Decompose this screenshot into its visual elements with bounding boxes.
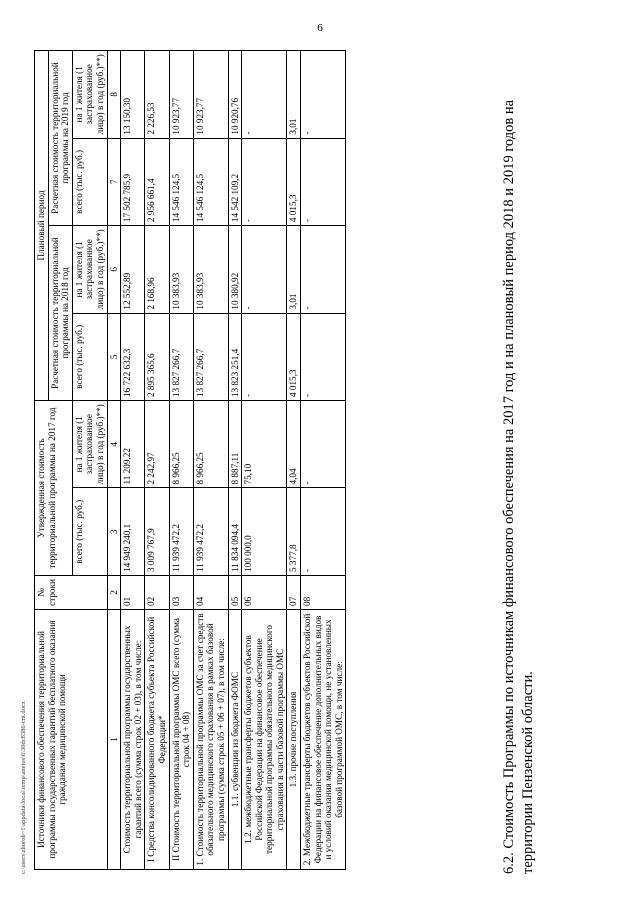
header-total: всего (тыс. руб.) [72,313,107,400]
row-value: 10 923,77 [193,51,228,139]
row-value: - [301,488,346,575]
column-number: 3 [107,488,121,575]
cost-table [34,50,474,870]
row-value: 2 956 661,4 [145,138,169,225]
row-value: 10 383,93 [193,226,228,313]
row-value: - [301,51,346,139]
row-value: 10 923,77 [169,51,193,139]
row-value: 4 015,3 [287,138,301,225]
header-approved-2017: Утвержденная стоимость территориальной программы на 2017 год [35,401,73,576]
header-per-capita: на 1 жителя (1 застрахованное лицо) в год (руб.)**) [72,226,107,313]
row-number: 04 [193,575,228,609]
row-label: II Стоимость территориальной программы ОМС всего (сумма строк 04 + 08) [169,609,193,869]
row-value: 100 000,0 [242,488,287,575]
row-value: 11 834 094,4 [228,488,242,575]
row-value: - [301,313,346,400]
row-label: 1.3. прочие поступления [287,609,301,869]
header-calc-2019: Расчетная стоимость территориальной программы на 2019 год [48,51,72,226]
header-row-number: № строки [35,575,108,609]
row-value: 10 920,76 [228,51,242,139]
header-per-capita: на 1 жителя (1 застрахованное лицо) в год (руб.)**) [72,51,107,139]
row-value: 13 827 266,7 [169,313,193,400]
row-value: 5 377,8 [287,488,301,575]
row-value: 8 887,11 [228,401,242,488]
row-value: - [301,401,346,488]
landscape-content [10,30,570,890]
header-calc-2018: Расчетная стоимость территориальной программы на 2018 год [48,226,72,401]
row-value: 14 542 109,2 [228,138,242,225]
row-value: 2 242,97 [145,401,169,488]
row-value: 8 966,25 [169,401,193,488]
header-total: всего (тыс. руб.) [72,488,107,575]
row-number: 02 [145,575,169,609]
row-label: 2. Межбюджетные трансферты бюджетов субъектов Российской Федерации на финансовое обеспечение дополнительных видов и условий оказания медицинской помощи, не установленных базовой программой ОМС, в том числе: [301,609,346,869]
column-number: 6 [107,226,121,313]
row-label: Стоимость территориальной программы государственных гарантий всего (сумма строк 02 + 03), в том числе: [121,609,145,869]
row-value: 2 168,96 [145,226,169,313]
row-value: - [242,313,287,400]
row-value: 12 552,89 [121,226,145,313]
row-value: 3,01 [287,226,301,313]
row-value: 14 546 124,5 [169,138,193,225]
header-total: всего (тыс. руб.) [72,138,107,225]
row-value: 10 383,93 [169,226,193,313]
row-value: 13 823 251,4 [228,313,242,400]
row-value: 14 949 240,1 [121,488,145,575]
row-number: 07 [287,575,301,609]
column-number: 1 [107,609,121,869]
row-number: 03 [169,575,193,609]
column-number: 8 [107,51,121,139]
row-value: - [242,226,287,313]
row-number: 08 [301,575,346,609]
row-value: 11 939 472,2 [193,488,228,575]
row-value: - [301,226,346,313]
row-value: 4,04 [287,401,301,488]
row-value: 11 939 472,2 [169,488,193,575]
row-value: 10 380,92 [228,226,242,313]
row-label: I Средства консолидированного бюджета субъекта Российской Федерации* [145,609,169,869]
table-row [301,51,346,870]
row-label: 1.1. субвенции из бюджета ФОМС [228,609,242,869]
row-value: 17 502 785,9 [121,138,145,225]
row-label: 1.2. межбюджетные трансферты бюджетов субъектов Российской Федерации на финансовое обеспечение территориальной программы обязательного медицинского страхования в части базовой программы ОМС [242,609,287,869]
row-value: - [242,138,287,225]
table-row [228,51,242,870]
file-path-footer: c:\users\zhorob~1\appdata\local\temp\anetos\6\30dc8386-cnt.docx [20,700,27,874]
table-row [145,51,169,870]
row-value: 16 722 632,3 [121,313,145,400]
row-value: 13 827 266,7 [193,313,228,400]
row-value: 4 015,3 [287,313,301,400]
row-value: 13 150,30 [121,51,145,139]
table-row [287,51,301,870]
header-source: Источники финансового обеспечения территориальной программы государственных гарантий бесплатного оказания гражданам медицинской помощи [35,609,108,869]
section-title: 6.2. Стоимость Программы по источникам финансового обеспечения на 2017 год и на плановый период 2018 и 2019 годов на территории Пензенской области. [501,99,536,874]
row-value: 3,01 [287,51,301,139]
header-per-capita: на 1 жителя (1 застрахованное лицо) в год (руб.)**) [72,401,107,488]
column-number: 2 [107,575,121,609]
row-value: 3 009 767,9 [145,488,169,575]
page-number: 6 [317,22,323,34]
row-value: 2 895 365,6 [145,313,169,400]
row-value: 11 209,22 [121,401,145,488]
row-number: 06 [242,575,287,609]
row-value: - [301,138,346,225]
row-value: 2 226,53 [145,51,169,139]
header-plan-period: Плановый период [35,51,49,401]
header-row [35,51,49,870]
row-value: - [242,51,287,139]
column-number: 7 [107,138,121,225]
row-number: 05 [228,575,242,609]
column-number: 4 [107,401,121,488]
table-row [242,51,287,870]
row-value: 8 966,25 [193,401,228,488]
table-row [121,51,145,870]
table-row [169,51,193,870]
row-value: 75,10 [242,401,287,488]
column-number-row [107,51,121,870]
row-value: 14 546 124,5 [193,138,228,225]
row-number: 01 [121,575,145,609]
column-number: 5 [107,313,121,400]
table-row [193,51,228,870]
row-label: 1. Стоимость территориальной программы ОМС за счет средств обязательного медицинского страхования в рамках базовой программы (сумма строк 05 + 06 + 07), в том числе: [193,609,228,869]
